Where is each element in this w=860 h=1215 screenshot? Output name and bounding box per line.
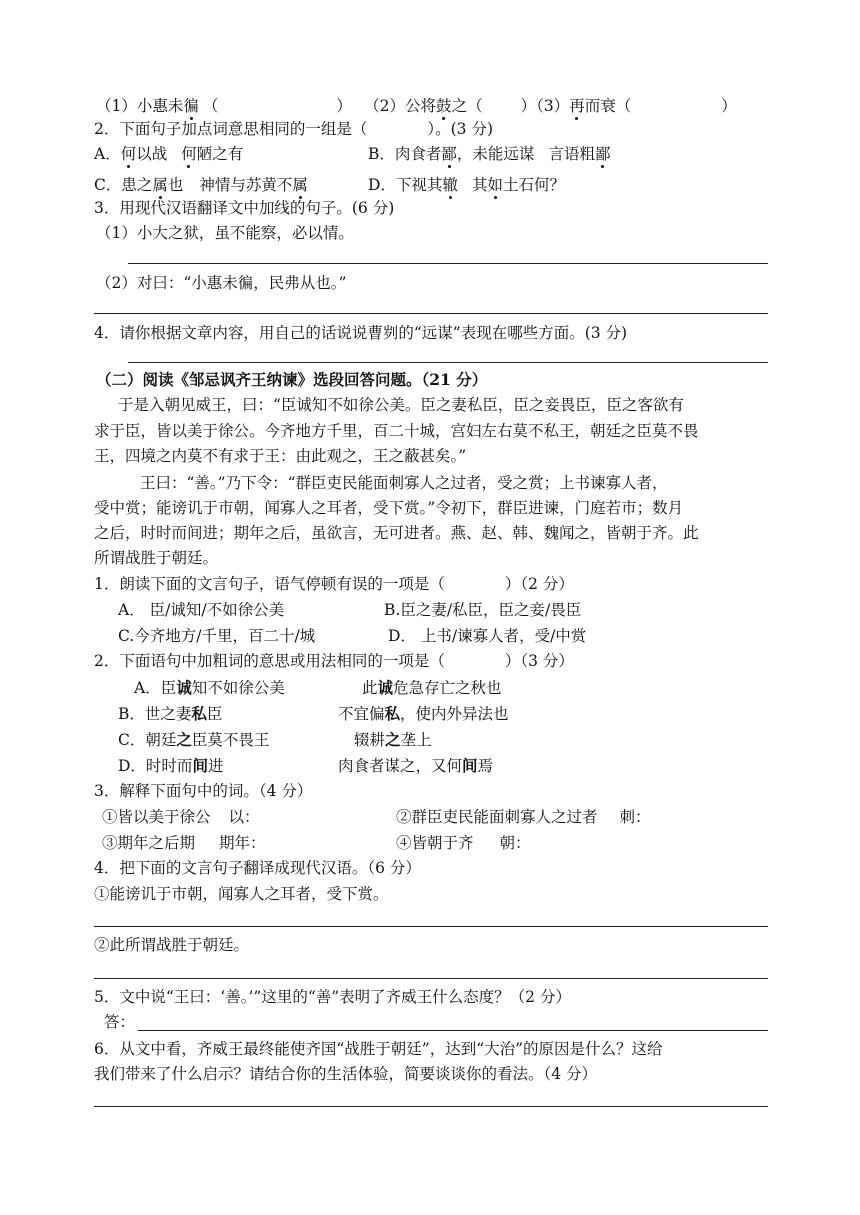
q2-stem: 2．下面句子加点词意思相同的一组是（ ）。(3 分) (94, 120, 494, 138)
p2-q2-option-d-compare: 肉食者谋之，又何间焉 (338, 756, 494, 775)
passage-line: 王曰：“善。”乃下令：“群臣吏民能面刺寡人之过者，受之赏；上书谏寡人者， (140, 474, 668, 492)
p2-q4-sentence-2: ②此所谓战胜于朝廷。 (94, 936, 250, 954)
q2-option-d: D．下视其辙 其如土石何？ (368, 176, 565, 194)
p2-q2-option-a-compare: 此诚危急存亡之秋也 (362, 678, 502, 697)
p2-q4-stem: 4．把下面的文言句子翻译成现代汉语。（6 分） (94, 859, 421, 877)
p2-q6-line: 我们带来了什么启示？请结合你的生活体验，简要谈谈你的看法。（4 分） (94, 1065, 598, 1083)
p2-q6-line: 6．从文中看，齐威王最终能使齐国“战胜于朝廷”，达到“大治”的原因是什么？这给 (94, 1040, 663, 1058)
q3-sentence-1: （1）小大之狱，虽不能察，必以情。 (96, 224, 354, 242)
q3-sentence-2: （2）对曰：“小惠未徧，民弗从也。” (96, 274, 347, 292)
p2-q1-option-d: D． 上书/谏寡人者，受/中赏 (388, 627, 587, 645)
q4-stem: 4．请你根据文章内容，用自己的话说说曹刿的“远谋”表现在哪些方面。(3 分) (94, 324, 628, 342)
answer-line[interactable] (94, 926, 768, 927)
p2-q2-option-b-compare: 不宜偏私，使内外异法也 (338, 704, 509, 723)
passage-line: 王，四境之内莫不有求于王：由此观之，王之蔽甚矣。” (94, 447, 467, 465)
p2-q2-option-c-compare: 辍耕之垄上 (354, 730, 432, 749)
p2-q3-item-3: ③期年之后期 期年： (102, 834, 266, 852)
q2-option-b: B．肉食者鄙，未能远谋 言语粗鄙 (368, 145, 611, 163)
p2-q1-stem: 1．朗读下面的文言句子，语气停顿有误的一项是（ ）（2 分） (94, 575, 574, 593)
p2-q2-option-a: A．臣诚知不如徐公美 (134, 678, 285, 697)
p2-q5-stem: 5．文中说“王曰：‘善。’”这里的“善”表明了齐威王什么态度？（2 分） (94, 988, 571, 1006)
passage-line: 所谓战胜于朝廷。 (94, 549, 219, 567)
answer-line[interactable] (128, 263, 768, 264)
answer-line[interactable] (128, 362, 768, 363)
q1-fill-line: （1）小惠未徧 （ ） （2）公将鼓之（ ）（3）再而衰（ ） (96, 97, 737, 115)
p2-q2-stem: 2．下面语句中加粗词的意思或用法相同的一项是（ ）（3 分） (94, 652, 574, 670)
p2-q1-option-a: A． 臣/诚知/不如徐公美 (118, 601, 285, 619)
p2-q1-option-c: C.今齐地方/千里，百二十/城 (118, 627, 316, 645)
p2-q4-sentence-1: ①能谤讥于市朝，闻寡人之耳者，受下赏。 (94, 885, 389, 903)
answer-line[interactable] (138, 1030, 768, 1031)
p2-q3-item-2: ②群臣吏民能面刺寡人之过者 刺： (396, 808, 651, 826)
section-heading: （二）阅读《邹忌讽齐王纳谏》选段回答问题。（21 分） (96, 370, 488, 389)
answer-line[interactable] (94, 978, 768, 979)
p2-q1-option-b: B.臣之妻/私臣，臣之妾/畏臣 (384, 601, 582, 619)
q3-stem: 3．用现代汉语翻译文中加线的句子。(6 分) (94, 199, 395, 217)
p2-q2-option-b: B．世之妻私臣 (118, 704, 223, 723)
answer-line[interactable] (94, 313, 768, 314)
p2-q3-item-1: ①皆以美于徐公 以： (102, 808, 260, 826)
q2-option-a: A．何以战 何陋之有 (94, 145, 244, 163)
passage-line: 受中赏；能谤讥于市朝，闻寡人之耳者，受下赏。”令初下，群臣进谏，门庭若市；数月 (94, 499, 684, 517)
passage-line: 之后，时时而间进；期年之后，虽欲言，无可进者。燕、赵、韩、魏闻之，皆朝于齐。此 (94, 524, 699, 542)
p2-q3-item-4: ④皆朝于齐 朝： (396, 834, 531, 852)
answer-line[interactable] (94, 1106, 768, 1107)
p2-q2-option-c: C．朝廷之臣莫不畏王 (118, 730, 270, 749)
p2-q2-option-d: D．时时而间进 (118, 756, 224, 775)
q2-option-c: C．患之属也 神情与苏黄不属 (94, 176, 308, 194)
passage-line: 求于臣，皆以美于徐公。今齐地方千里，百二十城，宫妇左右莫不私王，朝廷之臣莫不畏 (94, 422, 699, 440)
p2-q5-answer-label: 答： (104, 1013, 136, 1031)
passage-line: 于是入朝见威王，曰：“臣诚知不如徐公美。臣之妻私臣，臣之妾畏臣，臣之客欲有 (118, 396, 684, 414)
p2-q3-stem: 3．解释下面句中的词。（4 分） (94, 782, 313, 800)
